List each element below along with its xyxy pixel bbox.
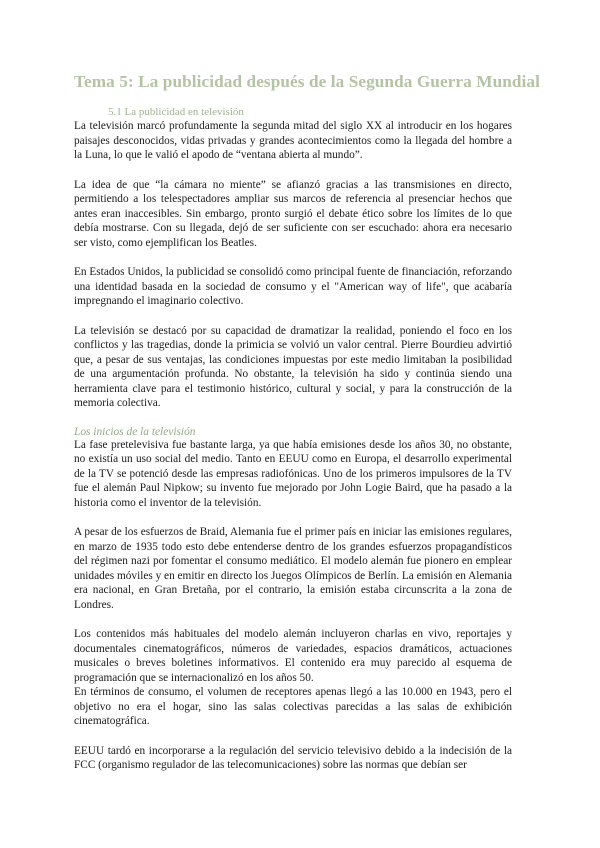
section-heading: 5.1 La publicidad en televisión: [108, 106, 244, 118]
paragraph-9: EEUU tardó en incorporarse a la regulación del servicio televisivo debido a la indecisión de la FCC (organismo regulador de las telecomunicaciones) sobre las normas que debían ser: [74, 744, 512, 771]
paragraph-2: La idea de que “la cámara no miente” se afianzó gracias a las transmisiones en directo, permitiendo a los telespectadores ampliar sus marcos de referencia al presenciar hechos que antes eran inaccesibles. Sin embargo, pronto surgió el debate ético sobre los límites de lo que debía mostrarse. Con su llegada, dejó de ser suficiente con ser escuchado: ahora era necesario ser visto, como ejemplifican los Beatles.: [74, 178, 512, 249]
subheading: Los inicios de la televisión: [74, 425, 196, 438]
paragraph-3: En Estados Unidos, la publicidad se consolidó como principal fuente de financiación, reforzando una identidad basada en la sociedad de consumo y el "American way of life", que acabaría impregnando el imaginario colectivo.: [74, 266, 512, 307]
paragraph-7: Los contenidos más habituales del modelo alemán incluyeron charlas en vivo, reportajes y documentales cinematográficos, números de variedades, espacios dramáticos, actuaciones musicales o breves boletines informativos. El contenido era muy parecido al esquema de programación que se internacionalizó en los años 50.: [74, 628, 512, 684]
paragraph-6: A pesar de los esfuerzos de Braid, Alemania fue el primer país en iniciar las emisiones regulares, en marzo de 1935 todo esto debe entenderse dentro de los grandes esfuerzos propagandísticos del régimen nazi por fomentar el consumo mediático. El modelo alemán fue pionero en emplear unidades móviles y en emitir en directo los Juegos Olímpicos de Berlín. La emisión en Alemania era nacional, en Gran Bretaña, por el contrario, la emisión estaba circunscrita a la zona de Londres.: [74, 526, 512, 611]
paragraph-1: La televisión marcó profundamente la segunda mitad del siglo XX al introducir en los hogares paisajes desconocidos, vidas privadas y grandes acontecimientos como la llegada del hombre a la Luna, lo que le valió el apodo de “ventana abierta al mundo”.: [74, 120, 512, 161]
paragraph-4: La televisión se destacó por su capacidad de dramatizar la realidad, poniendo el foco en los conflictos y las tragedias, donde la primicia se volvió un valor central. Pierre Bourdieu advirtió que, a pesar de sus ventajas, las condiciones impuestas por este medio limitaban la posibilidad de una argumentación profunda. No obstante, la televisión ha sido y continúa siendo una herramienta clave para el testimonio histórico, cultural y social, y para la construcción de la memoria colectiva.: [74, 324, 512, 409]
paragraph-5: La fase pretelevisiva fue bastante larga, ya que había emisiones desde los años 30, no obstante, no existía un uso social del medio. Tanto en EEUU como en Europa, el desarrollo experimental de la TV se potenció desde las empresas radiofónicas. Uno de los primeros impulsores de la TV fue el alemán Paul Nipkow; su invento fue mejorado por John Logie Baird, que ha pasado a la historia como el inventor de la televisión.: [74, 438, 512, 509]
paragraph-8: En términos de consumo, el volumen de receptores apenas llegó a las 10.000 en 1943, pero el objetivo no era el hogar, sino las salas colectivas parecidas a las salas de exhibición cinematográfica.: [74, 686, 512, 727]
page-title: Tema 5: La publicidad después de la Segunda Guerra Mundial: [74, 72, 540, 91]
